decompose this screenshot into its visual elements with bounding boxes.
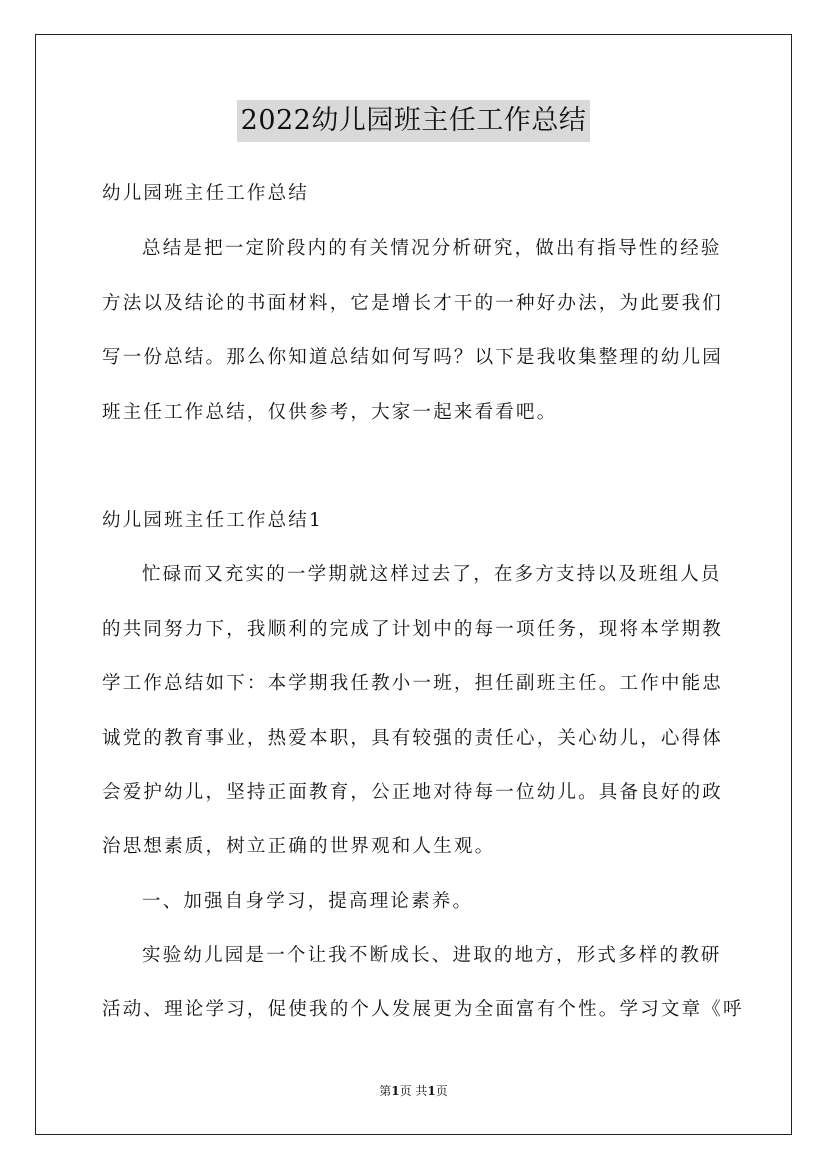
footer-mid: 页 共 — [399, 1084, 428, 1098]
intro-line: 写一份总结。那么你知道总结如何写吗？以下是我收集整理的幼儿园 — [102, 347, 724, 368]
intro-line: 总结是把一定阶段内的有关情况分析研究，做出有指导性的经验 — [142, 238, 722, 259]
intro-line: 方法以及结论的书面材料，它是增长才干的一种好办法，为此要我们 — [102, 293, 724, 314]
footer-suffix: 页 — [435, 1084, 448, 1098]
body-line: 活动、理论学习，促使我的个人发展更为全面富有个性。学习文章《呼 — [102, 999, 744, 1020]
title-container — [0, 100, 827, 142]
body-line: 会爱护幼儿，坚持正面教育，公正地对待每一位幼儿。具备良好的政 — [102, 782, 724, 803]
point-heading: 一、加强自身学习，提高理论素养。 — [142, 891, 474, 912]
document-subtitle: 幼儿园班主任工作总结 — [102, 183, 310, 204]
footer-page-number: 1 — [391, 1084, 400, 1098]
footer-prefix: 第 — [379, 1084, 392, 1098]
intro-line: 班主任工作总结，仅供参考，大家一起来看看吧。 — [102, 402, 558, 423]
body-line: 忙碌而又充实的一学期就这样过去了，在多方支持以及班组人员 — [142, 564, 722, 585]
body-line: 的共同努力下，我顺利的完成了计划中的每一项任务，现将本学期教 — [102, 619, 724, 640]
body-line: 实验幼儿园是一个让我不断成长、进取的地方，形式多样的教研 — [142, 945, 722, 966]
page-footer — [0, 1083, 827, 1099]
body-line: 学工作总结如下：本学期我任教小一班，担任副班主任。工作中能忠 — [102, 673, 724, 694]
section-heading: 幼儿园班主任工作总结1 — [102, 510, 323, 531]
body-line: 诚党的教育事业，热爱本职，具有较强的责任心，关心幼儿，心得体 — [102, 728, 724, 749]
body-line: 治思想素质，树立正确的世界观和人生观。 — [102, 836, 496, 857]
footer-page-total: 1 — [427, 1084, 436, 1098]
document-title: 2022幼儿园班主任工作总结 — [237, 100, 591, 142]
